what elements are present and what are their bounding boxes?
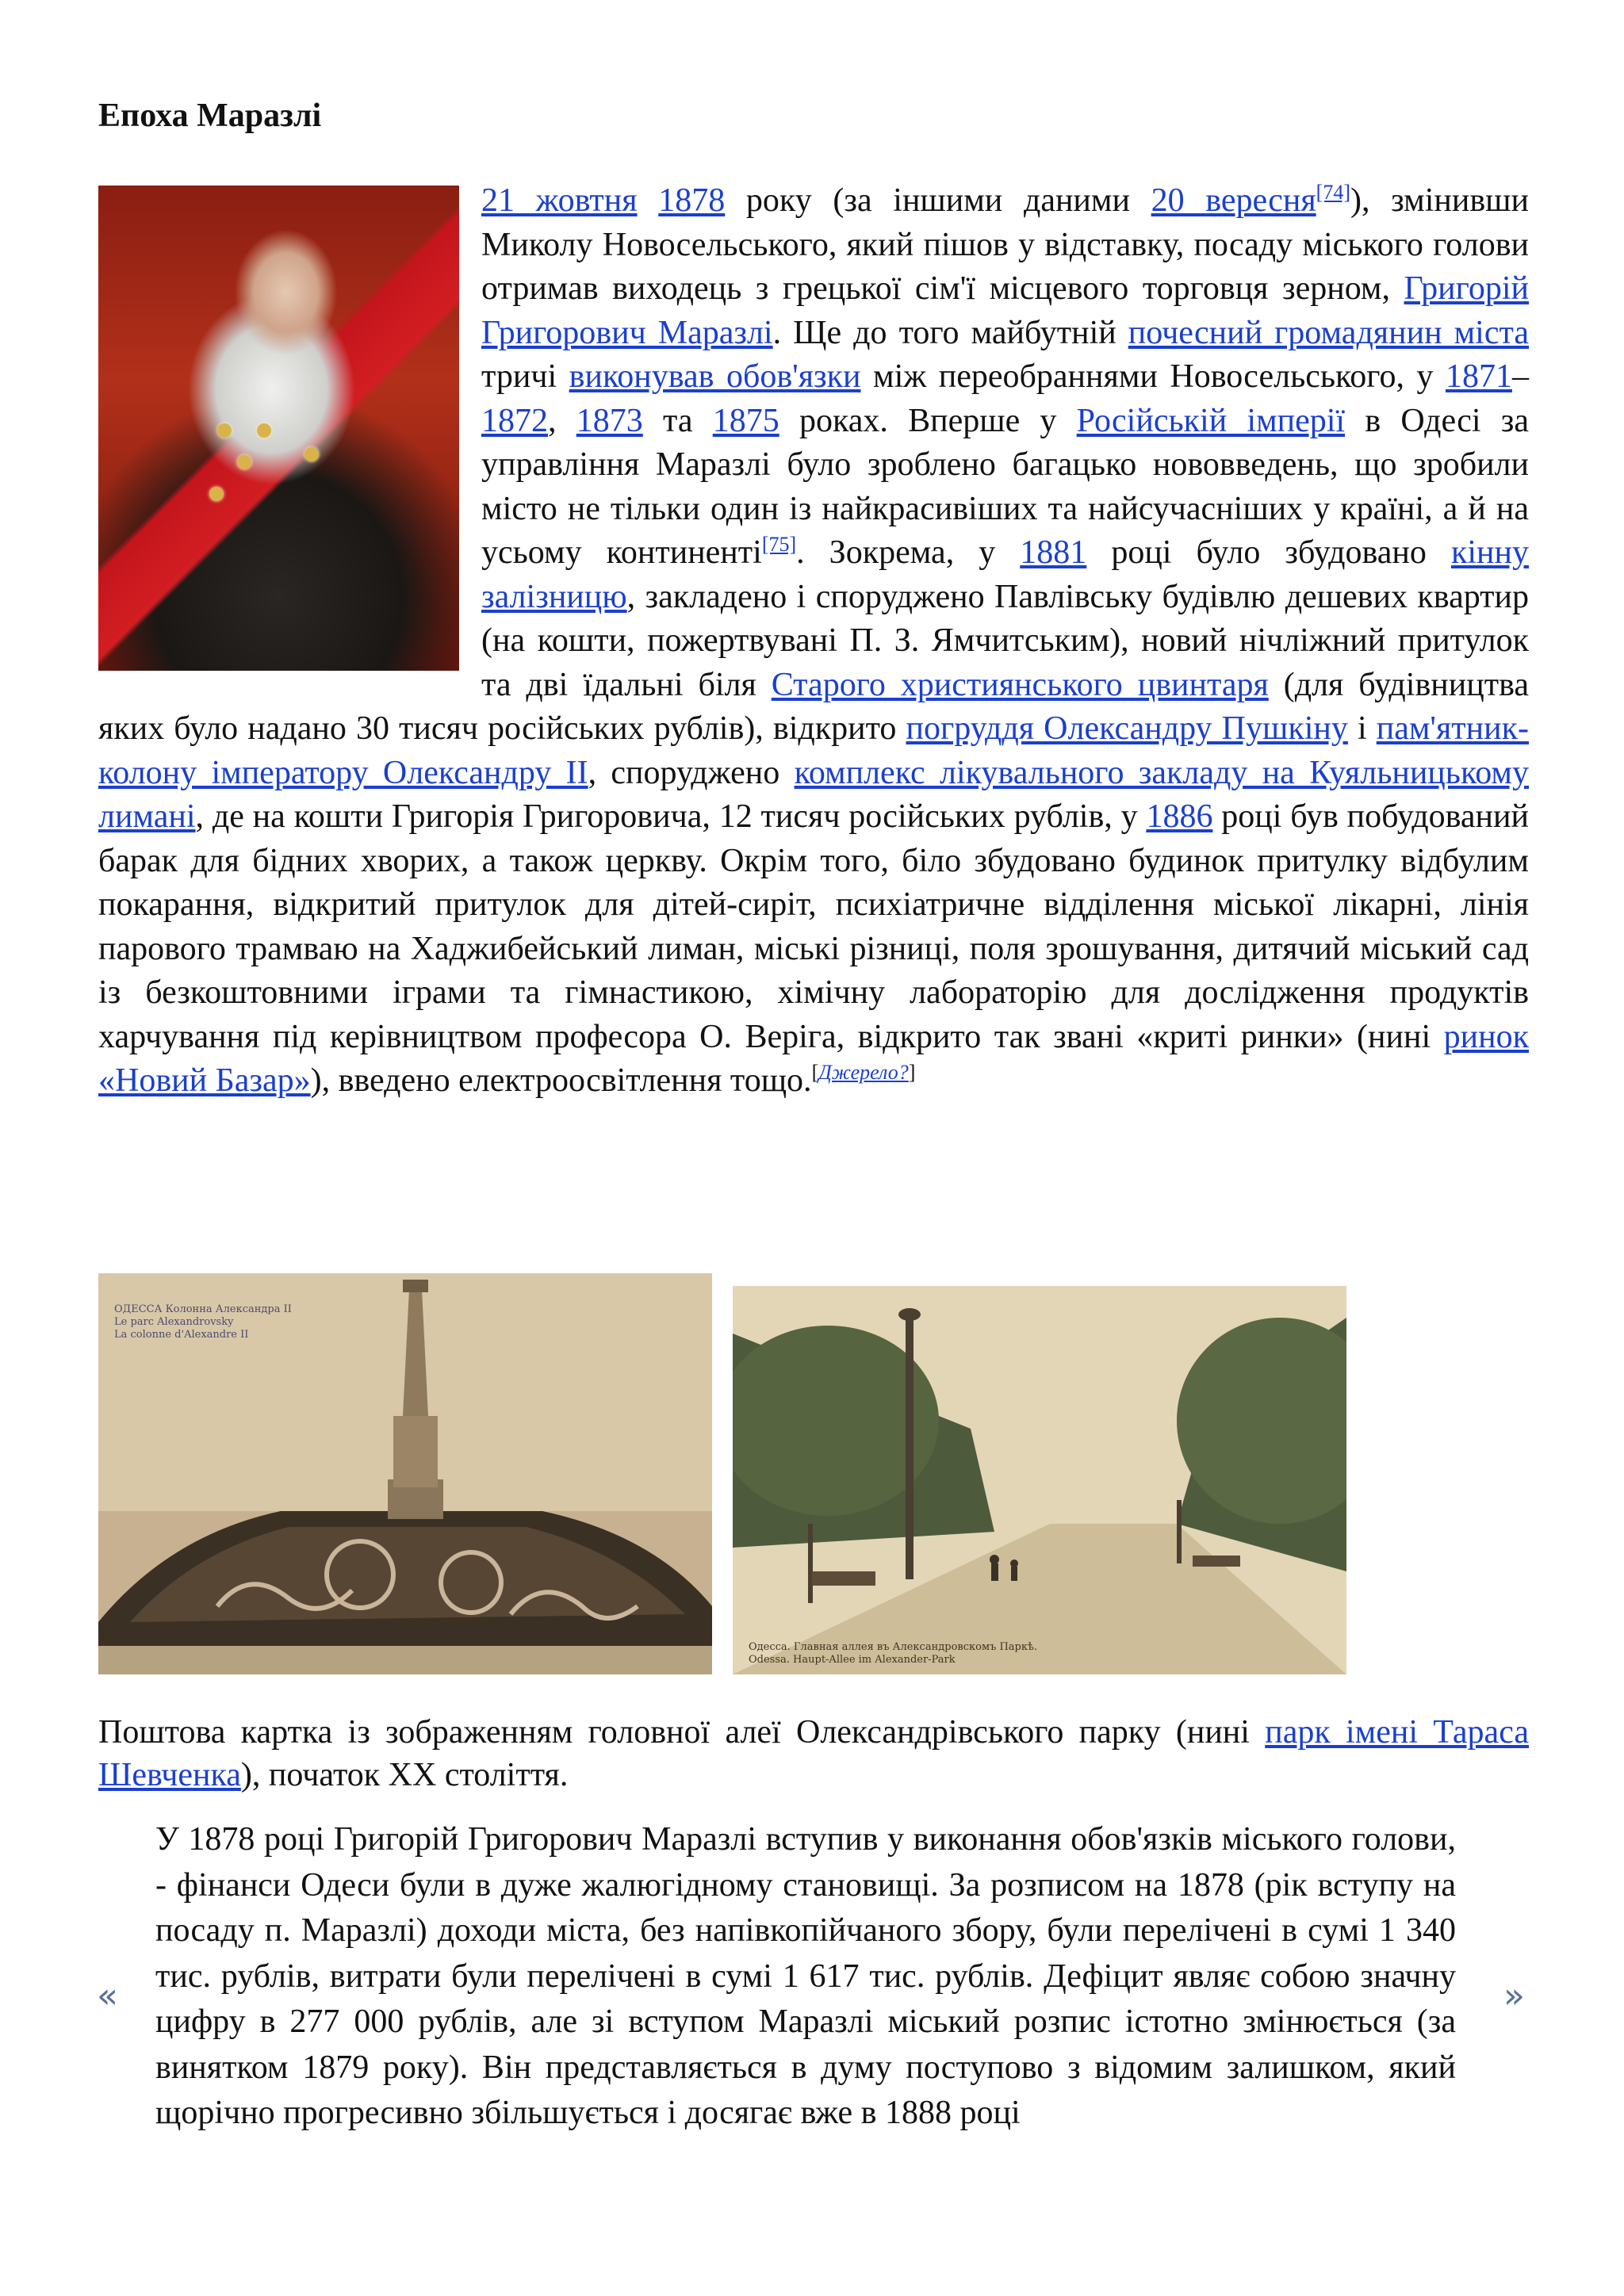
postcard-left-caption: ОДЕССА Колонна Александра II Le parc Alexandrovsky La colonne d'Alexandre II <box>114 1303 292 1341</box>
text: році було збудовано <box>1086 534 1451 571</box>
text: роках. Вперше у <box>779 402 1077 439</box>
text: , де на кошти Григорія Григоровича, 12 тисяч російських рублів, у <box>195 798 1147 835</box>
link-date-sep20[interactable]: 20 вересня <box>1151 182 1316 219</box>
link-date-oct21[interactable]: 21 жовтня <box>481 182 638 219</box>
postcard-alexander-column <box>98 1273 712 1674</box>
link-source-needed[interactable]: Джерело? <box>818 1061 909 1084</box>
text: Поштова картка із зображенням головної алеї Олександрівського парку (нині <box>98 1714 1266 1751</box>
text: ), початок XX століття. <box>240 1757 569 1793</box>
link-1873[interactable]: 1873 <box>576 402 643 439</box>
link-acting[interactable]: виконував обов'язки <box>569 358 861 395</box>
text: тричі <box>481 358 569 395</box>
next-arrow-icon[interactable]: » <box>1503 1976 1525 2016</box>
prev-arrow-icon[interactable]: « <box>97 1976 118 2016</box>
text: і <box>1347 710 1377 747</box>
quote-text: У 1878 році Григорій Григорович Маразлі вступив у виконання обов'язків міського голови, - фінанси Одеси були в дуже жалюгідному становищі. За розписом на 1878 (рік вступу на посаду п. Маразлі) доходи міста, без напівкопійчаного збору, були перелічені в сумі 1 340 тис. рублів, витрати були перелічені в сумі 1 617 тис. рублів. Дефіцит являє собою значну цифру в 277 000 рублів, але зі вступом Маразлі міський розпис істотно змінюється (за винятком 1879 року). Він представляється в думу поступово з відомим залишком, який щорічно прогресивно збільшується і досягає вже в 1888 році <box>155 1821 1456 2131</box>
text: , <box>548 402 576 439</box>
link-honorary-citizen[interactable]: почесний громадянин міста <box>1128 314 1529 351</box>
text: в Одесі за управління Маразлі було зроблено багацько нововведень, що зробили місто не тільки один із найкрасивіших та найсучасніших у країні, а й на усьому континенті <box>481 402 1530 571</box>
link-1886[interactable]: 1886 <box>1146 798 1213 835</box>
link-pushkin-bust[interactable]: погруддя Олександру Пушкіну <box>906 710 1348 747</box>
section-heading: Епоха Маразлі <box>98 98 322 134</box>
text: – <box>1511 358 1529 395</box>
postcard-main-alley <box>733 1286 1346 1674</box>
link-new-bazaar[interactable]: ринок «Новий Базар» <box>98 1018 1529 1099</box>
ref-74[interactable]: [74] <box>1316 181 1350 204</box>
text: року (за іншими даними <box>725 182 1151 219</box>
ref-75[interactable]: [75] <box>761 533 797 556</box>
alley-illustration <box>733 1286 1346 1674</box>
text: та <box>642 402 713 439</box>
text: , споруджено <box>588 754 795 791</box>
photo-gallery <box>98 1273 1529 1674</box>
link-shevchenko-park[interactable]: парк імені Тараса Шевченка <box>98 1714 1529 1793</box>
postcard-right-caption: Одесса. Главная аллея въ Александровскомъ Паркѣ. Odessa. Haupt-Allee im Alexander-Park <box>749 1641 1037 1666</box>
text: році був побудований барак для бідних хворих, а також церкву. Окрім того, біло збудовано будинок притулку відбулим покарання, відкритий притулок для дітей-сиріт, психіатричне відділення міської лікарні, лінія парового трамваю на Хаджибейський лиман, міські різниці, поля зрошування, дитячий міський сад із безкоштовними іграми та гімнастикою, хімічну лабораторію для дослідження продуктів харчування під керівництвом професора О. Веріга, відкрито так звані «криті ринки» (нині <box>98 798 1529 1055</box>
text: . Зокрема, у <box>796 534 1021 571</box>
link-russian-empire[interactable]: Російській імперії <box>1076 402 1346 439</box>
citation-needed: [Джерело?] <box>811 1061 916 1084</box>
text: між переобраннями Новосельського, у <box>860 358 1446 395</box>
link-old-cemetery[interactable]: Старого християнського цвинтаря <box>771 666 1269 703</box>
text: , закладено і споруджено Павлівську будівлю дешевих квартир (на кошти, пожертвувані П. З. Ямчитським), новий нічліжний притулок та дві їдальні біля <box>481 578 1529 703</box>
text: (для будівництва яких було надано 30 тисяч російських рублів), відкрито <box>98 666 1529 747</box>
article-paragraph <box>98 179 1529 1104</box>
link-kuyalnyk[interactable]: комплекс лікувального закладу на Куяльницькому лимані <box>98 754 1529 835</box>
link-1871[interactable]: 1871 <box>1445 358 1512 395</box>
link-1872[interactable]: 1872 <box>481 402 548 439</box>
text: ), змінивши Миколу Новосельського, який пішов у відставку, посаду міського голови отримав виходець з грецької сім'ї місцевого торговця зерном, <box>481 182 1529 307</box>
link-1875[interactable]: 1875 <box>712 402 779 439</box>
portrait-image <box>98 186 459 671</box>
image-caption <box>98 1711 1529 1797</box>
link-horse-railway[interactable]: кінну залізницю <box>481 534 1529 615</box>
link-year-1878[interactable]: 1878 <box>658 182 726 219</box>
link-alexander-column[interactable]: пам'ятник-колону імператору Олександру ІІ <box>98 710 1529 791</box>
text: . Ще до того майбутній <box>772 314 1128 351</box>
text: ), введено електроосвітлення тощо. <box>310 1062 812 1099</box>
link-1881[interactable]: 1881 <box>1020 534 1087 571</box>
quote-block <box>155 1817 1456 2137</box>
link-marazli[interactable]: Григорій Григорович Маразлі <box>481 270 1529 351</box>
